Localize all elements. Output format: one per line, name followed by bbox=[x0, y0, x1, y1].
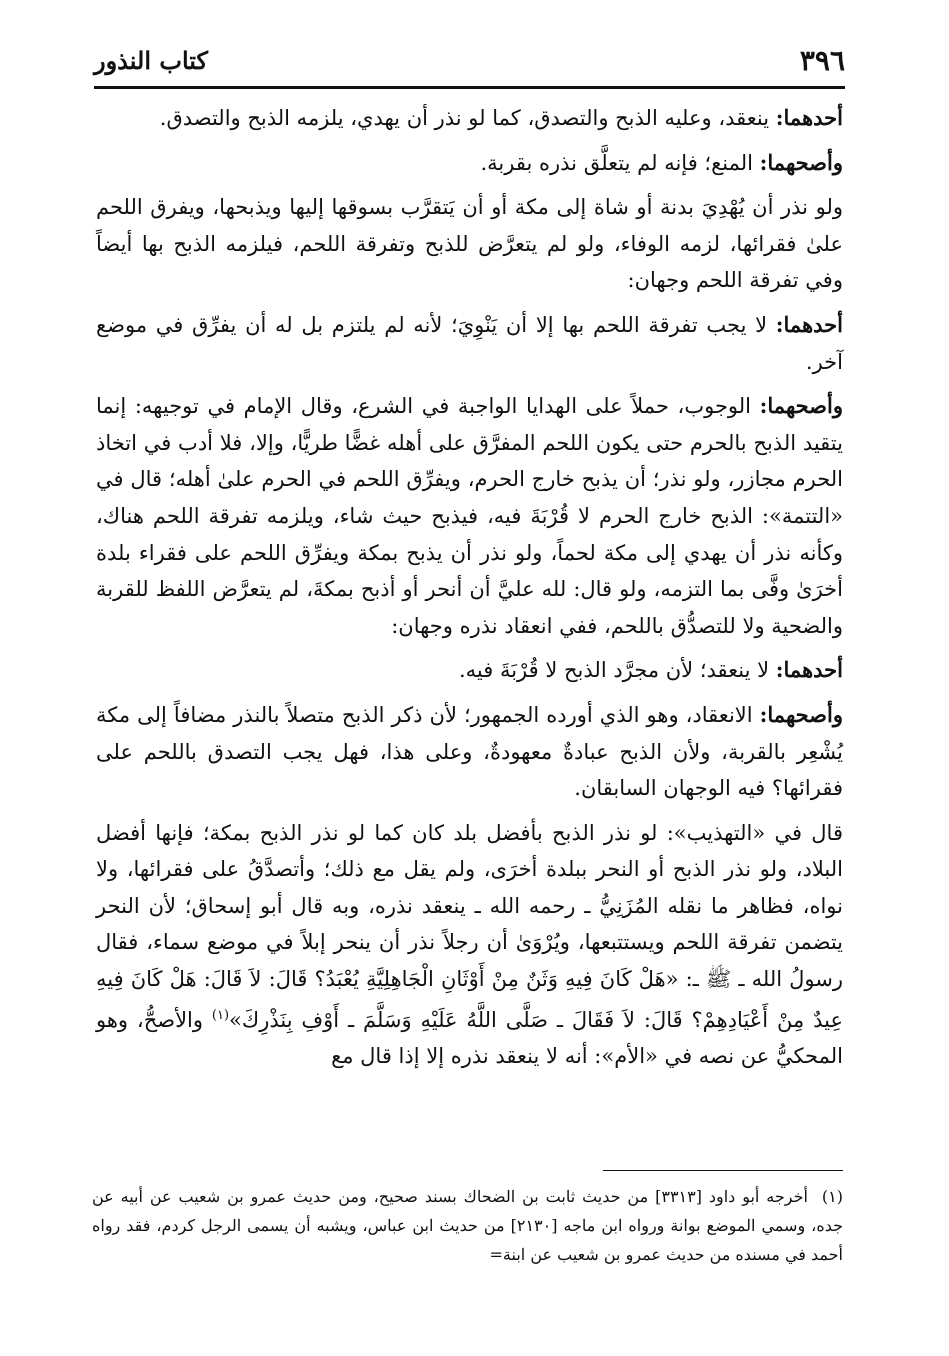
book-title: كتاب النذور bbox=[94, 46, 208, 75]
paragraph-text: ينعقد، وعليه الذبح والتصدق، كما لو نذر أن يهدي، يلزمه الذبح والتصدق. bbox=[159, 106, 776, 130]
paragraph-text-continued: والأصحُّ، وهو المحكيُّ عن نصه في «الأم»: أنه لا ينعقد نذره إلا إذا قال مع bbox=[96, 1007, 843, 1069]
paragraph-label: وأصحهما: bbox=[759, 701, 843, 727]
paragraph-text: لا ينعقد؛ لأن مجرَّد الذبح لا قُرْبَةَ فيه. bbox=[458, 658, 776, 683]
paragraph bbox=[96, 145, 843, 182]
paragraph bbox=[96, 307, 843, 380]
running-header bbox=[94, 44, 845, 84]
footnote bbox=[92, 1182, 843, 1269]
paragraph bbox=[96, 388, 843, 644]
footnote-text: أخرجه أبو داود [٣٣١٣] من حديث ثابت بن الضحاك بسند صحيح، ومن حديث عمرو بن شعيب عن أبيه عن جده، وسمي الموضع بوانة ورواه ابن ماجه [٢١٣٠] من حديث ابن عباس، ويشبه أن يسمى الرجل كردم، فقد رواه أحمد في مسنده من حديث عمرو بن شعيب عن ابنة= bbox=[92, 1187, 844, 1264]
paragraph-text: لا يجب تفرقة اللحم بها إلا أن يَنْوِيَ؛ لأنه لم يلتزم بل له أن يفرِّق في موضع آخر. bbox=[96, 312, 843, 374]
footnotes bbox=[92, 1182, 843, 1269]
footnote-separator bbox=[603, 1170, 843, 1171]
paragraph-text: الانعقاد، وهو الذي أورده الجمهور؛ لأن ذكر الذبح متصلاً بالنذر مضافاً إلى مكة يُشْعِر بالقربة، ولأن الذبح عبادةٌ معهودةٌ، وعلى هذا، فهل يجب التصدق باللحم على فقرائها؟ فيه الوجهان السابقان. bbox=[96, 702, 843, 801]
paragraph bbox=[96, 815, 843, 1075]
footnote-reference[interactable]: (١) bbox=[211, 1007, 230, 1023]
paragraph-label: أحدهما: bbox=[775, 105, 843, 130]
header-rule bbox=[94, 86, 845, 89]
paragraph bbox=[96, 652, 843, 689]
paragraph-label: أحدهما: bbox=[775, 657, 843, 683]
paragraph bbox=[96, 697, 843, 807]
paragraph-label: وأصحهما: bbox=[759, 393, 843, 419]
paragraph bbox=[96, 100, 843, 137]
paragraph-text: المنع؛ فإنه لم يتعلَّق نذره بقربة. bbox=[480, 150, 760, 175]
paragraph bbox=[96, 189, 843, 299]
paragraph-label: وأصحهما: bbox=[759, 149, 843, 175]
paragraph-label: أحدهما: bbox=[775, 311, 843, 337]
footnote-number: (١) bbox=[821, 1187, 844, 1206]
page-number: ٣٩٦ bbox=[799, 44, 845, 77]
paragraph-text: قال في «التهذيب»: لو نذر الذبح بأفضل بلد كان كما لو نذر الذبح بمكة؛ فإنها أفضل البلاد، ولو نذر الذبح أو النحر ببلدة أخرَى، ولم يقل مع ذلك؛ وأتصدَّقُ على فقرائها، ولا نواه، فظاهر ما نقله المُزَنِيُّ ـ رحمه الله ـ ينعقد نذره، وبه قال أبو إسحاق؛ لأن النحر يتضمن تفرقة اللحم ويستتبعها، ويُرْوَىٰ أن رجلاً نذر أن ينحر إبلاً في موضع سماء، فقال رسولُ الله ـ ﷺ ـ: «هَلْ كَانَ فِيهِ وَثَنٌ مِنْ أَوْثَانِ الْجَاهِلِيَّةِ يُعْبَدُ؟ قَالَ: لاَ قَالَ: هَلْ كَانَ فِيهِ عِيدٌ مِنْ أَعْيَادِهِمْ؟ قَالَ: لاَ فَقَالَ ـ صَلَّى اللَّهُ عَلَيْهِ وَسَلَّمَ ـ أَوْفِ بِنَذْرِكَ» bbox=[96, 820, 843, 1032]
main-text bbox=[96, 100, 843, 1083]
paragraph-text: ولو نذر أن يُهْدِيَ بدنة أو شاة إلى مكة أو أن يَتقرَّب بسوقها إليها ويذبحها، ويفرق اللحم علىٰ فقرائها، لزمه الوفاء، ولو لم يتعرَّض للذبح وتفرقة اللحم، فيلزمه الذبح بها أيضاً وفي تفرقة اللحم وجهان: bbox=[96, 195, 843, 293]
paragraph-text: الوجوب، حملاً على الهدايا الواجبة في الشرع، وقال الإمام في توجيهه: إنما يتقيد الذبح بالحرم حتى يكون اللحم المفرَّق على أهله غضًّا طريًّا، وإلا، فلا أدب في اتخاذ الحرم مجازر، ولو نذر؛ أن يذبح خارج الحرم، ويفرِّق اللحم في الحرم علىٰ أهله؛ قال في «التتمة»: الذبح خارج الحرم لا قُرْبَةَ فيه، فيذبح حيث شاء، ويلزمه تفرقة اللحم هناك، وكأنه نذر أن يهدي إلى مكة لحماً، ولو نذر أن يذبح بمكة ويفرِّق اللحم على فقراء بلدة أخرَىٰ وفَّى بما التزمه، ولو قال: لله عليَّ أن أنحر أو أذبح بمكةَ، لم يتعرَّض اللفظ للقربة والضحية ولا للتصدُّق باللحم، ففي انعقاد نذره وجهان: bbox=[96, 394, 843, 638]
